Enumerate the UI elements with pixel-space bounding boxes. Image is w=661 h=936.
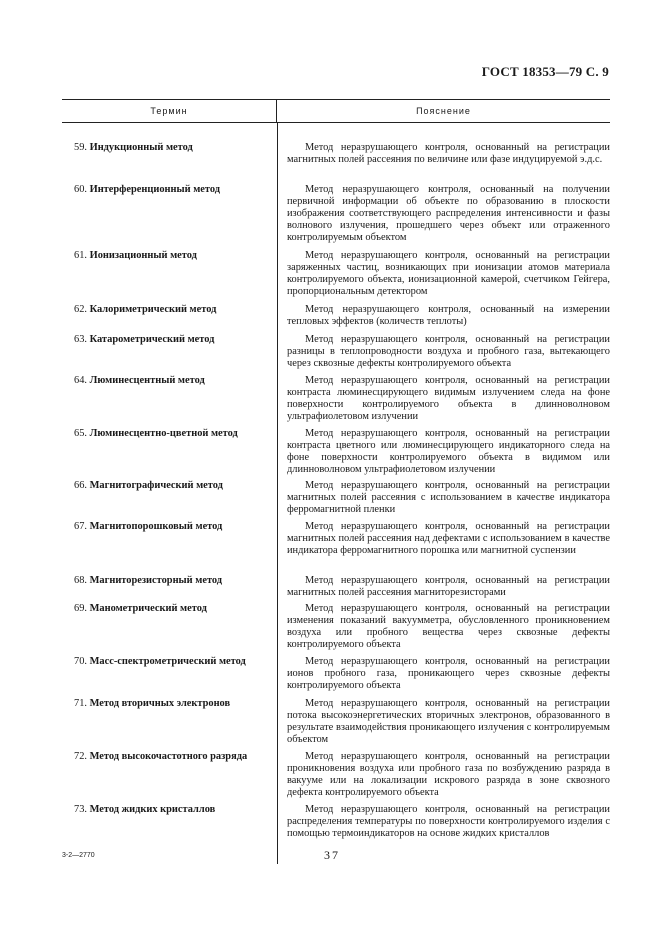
term-cell	[62, 698, 277, 746]
term-name: Магнитографический метод	[89, 480, 223, 491]
term-number: 64.	[74, 375, 87, 386]
term-cell	[62, 428, 277, 476]
term-cell	[62, 184, 277, 244]
explanation-cell: Метод неразрушающего контроля, основанный на регистрации заряженных частиц, возникающих при ионизации атомов материала контролируемого объекта, ионизационной камерой, счетчиком Гейгера, пропорциональным детектором	[287, 250, 610, 297]
term-cell	[62, 575, 277, 599]
table-row	[62, 480, 610, 516]
term-number: 69.	[74, 603, 87, 614]
term-cell	[62, 142, 277, 166]
table-row	[62, 334, 610, 370]
explanation-cell: Метод неразрушающего контроля, основанный на регистрации магнитных полей рассеяния над дефектами с использованием в качестве индикатора ферромагнитного порошка или магнитной суспензии	[287, 521, 610, 556]
term-number: 68.	[74, 575, 87, 586]
explanation-cell: Метод неразрушающего контроля, основанный на регистрации магнитных полей рассеяния магниторезисторами	[287, 575, 610, 598]
term-number: 67.	[74, 521, 87, 532]
table-header	[62, 99, 610, 123]
term-name: Магниторезисторный метод	[89, 575, 223, 586]
term-name: Люминесцентно-цветной метод	[89, 428, 238, 439]
table-row	[62, 304, 610, 328]
term-name: Интерференционный метод	[89, 184, 220, 195]
table-row	[62, 521, 610, 557]
table-row	[62, 375, 610, 423]
term-name: Индукционный метод	[89, 142, 193, 153]
table-row	[62, 142, 610, 166]
term-cell	[62, 603, 277, 651]
table-row	[62, 698, 610, 746]
term-name: Метод вторичных электронов	[89, 698, 231, 709]
explanation-cell: Метод неразрушающего контроля, основанный на регистрации изменения показаний вакуумметра, обусловленного проникновением воздуха или пробного вещества через сквозные дефекты контролируемого объекта	[287, 603, 610, 650]
explanation-cell: Метод неразрушающего контроля, основанный на регистрации контраста цветного или люминесцирующего индикаторного следа на фоне поверхности контролируемого объекта в видимом или длинноволновом ультрафиолетовом излучении	[287, 428, 610, 475]
column-header-explanation: Пояснение	[416, 106, 471, 116]
term-cell	[62, 480, 277, 516]
term-name: Манометрический метод	[89, 603, 207, 614]
term-name: Люминесцентный метод	[89, 375, 205, 386]
term-number: 71.	[74, 698, 87, 709]
term-name: Калориметрический метод	[89, 304, 217, 315]
term-number: 72.	[74, 751, 87, 762]
term-cell	[62, 656, 277, 692]
explanation-cell: Метод неразрушающего контроля, основанный на регистрации ионов пробного газа, проникающего через сквозные дефекты контролируемого объекта	[287, 656, 610, 691]
term-number: 62.	[74, 304, 87, 315]
explanation-cell: Метод неразрушающего контроля, основанный на измерении тепловых эффектов (количеств теплоты)	[287, 304, 610, 327]
term-number: 73.	[74, 804, 87, 815]
term-number: 60.	[74, 184, 87, 195]
explanation-cell: Метод неразрушающего контроля, основанный на регистрации проникновения воздуха или пробного газа по возбуждению разряда в вакууме или на локализации искрового разряда в зоне сквозного дефекта контролируемого объекта	[287, 751, 610, 798]
term-number: 66.	[74, 480, 87, 491]
footer-code: 3-2—2770	[62, 852, 95, 859]
table-row	[62, 184, 610, 244]
explanation-cell: Метод неразрушающего контроля, основанный на регистрации распределения температуры по поверхности контролируемого изделия с помощью термоиндикаторов на основе жидких кристаллов	[287, 804, 610, 839]
term-number: 65.	[74, 428, 87, 439]
term-cell	[62, 334, 277, 370]
term-cell	[62, 751, 277, 799]
term-number: 70.	[74, 656, 87, 667]
explanation-cell: Метод неразрушающего контроля, основанный на получении первичной информации об объекте по образованию в плоскости изображения соответствующего распределения интенсивности и фазы волнового излучения, прошедшего через объект или отраженного контролируемым объектом	[287, 184, 610, 243]
table-row	[62, 250, 610, 298]
term-cell	[62, 304, 277, 328]
term-name: Катарометрический метод	[89, 334, 215, 345]
explanation-cell: Метод неразрушающего контроля, основанный на регистрации контраста люминесцирующего видимым излучением следа на фоне поверхности контролируемого объекта в длинноволновом ультрафиолетовом излучении	[287, 375, 610, 422]
table-row	[62, 804, 610, 840]
term-number: 61.	[74, 250, 87, 261]
terms-table	[62, 99, 610, 839]
term-number: 59.	[74, 142, 87, 153]
term-name: Ионизационный метод	[89, 250, 197, 261]
term-cell	[62, 521, 277, 557]
term-cell	[62, 804, 277, 840]
term-number: 63.	[74, 334, 87, 345]
term-cell	[62, 250, 277, 298]
term-name: Метод высокочастотного разряда	[89, 751, 248, 762]
explanation-cell: Метод неразрушающего контроля, основанный на регистрации магнитных полей рассеяния по величине или фазе индуцируемой э.д.с.	[287, 142, 610, 165]
table-row	[62, 575, 610, 599]
column-header-term: Термин	[62, 100, 277, 122]
term-name: Магнитопорошковый метод	[89, 521, 223, 532]
page-number: 37	[324, 848, 340, 862]
table-row	[62, 603, 610, 651]
explanation-cell: Метод неразрушающего контроля, основанный на регистрации магнитных полей рассеяния с использованием в качестве индикатора ферромагнитной пленки	[287, 480, 610, 515]
explanation-cell: Метод неразрушающего контроля, основанный на регистрации потока высокоэнергетических вторичных электронов, образованного в результате взаимодействия проникающего излучения с контролируемым объектом	[287, 698, 610, 745]
table-row	[62, 656, 610, 692]
table-row	[62, 428, 610, 476]
term-name: Масс-спектрометрический метод	[89, 656, 246, 667]
explanation-cell: Метод неразрушающего контроля, основанный на регистрации разницы в теплопроводности воздуха и пробного газа, вытекающего через сквозные дефекты контролируемого объекта	[287, 334, 610, 369]
term-cell	[62, 375, 277, 423]
term-name: Метод жидких кристаллов	[89, 804, 216, 815]
table-row	[62, 751, 610, 799]
page-header: ГОСТ 18353—79 С. 9	[481, 64, 609, 79]
